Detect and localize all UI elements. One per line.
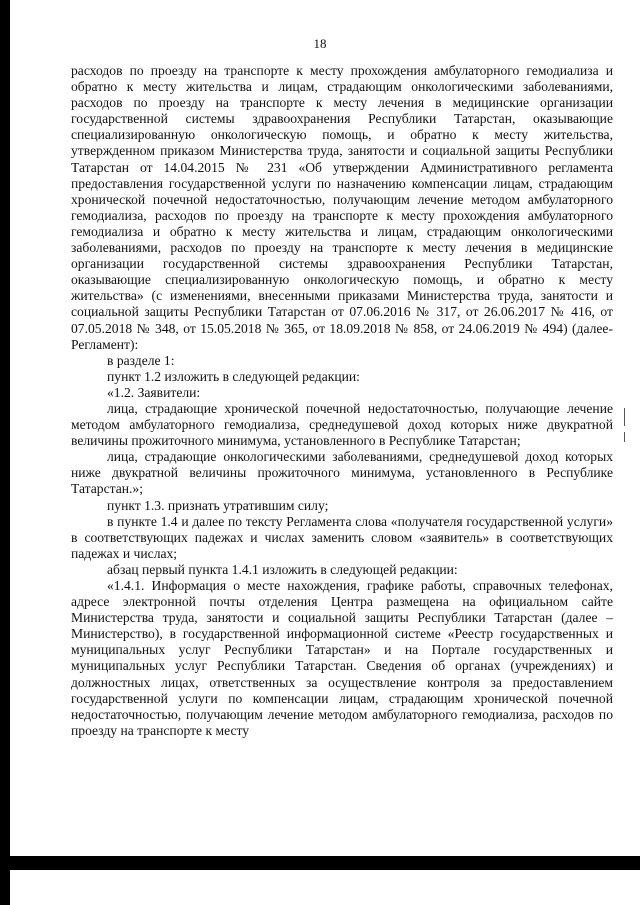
scan-bottom-border [0,856,640,870]
paragraph-5: лица, страдающие хронической почечной недостаточностью, получающие лечение методом амбулаторного гемодиализа, среднедушевой доход которых ниже двукратной величины прожиточного минимума, установленного в Республике Татарстан; [71,400,613,449]
paragraph-2: в разделе 1: [107,352,175,368]
scan-margin-mark [624,408,625,426]
paragraph-4: «1.2. Заявители: [107,384,201,400]
scan-margin-mark [624,432,625,442]
paragraph-6: лица, страдающие онкологическими заболеваниями, среднедушевой доход которых ниже двукратной величины прожиточного минимума, установленного в Республике Татарстан.»; [71,449,613,497]
paragraph-7: пункт 1.3. признать утратившим силу; [107,497,329,513]
scan-left-border [0,0,10,905]
paragraph-3: пункт 1.2 изложить в следующей редакции: [107,368,360,384]
paragraph-8: в пункте 1.4 и далее по тексту Регламента слова «получателя государственной услуги» в соответствующих падежах и числах заменить словом «заявитель» в соответствующих падежах и числах; [71,513,613,561]
page-number: 18 [313,36,327,51]
paragraph-9: абзац первый пункта 1.4.1 изложить в следующей редакции: [107,561,458,577]
paragraph-10: «1.4.1. Информация о месте нахождения, графике работы, справочных телефонах, адресе электронной почты отделения Центра размещена на официальном сайте Министерства труда, занятости и социальной защиты Республики Татарстан (далее – Министерство), в государственной информационной системе «Реестр государственных и муниципальных услуг Республики Татарстан» и на Портале государственных и муниципальных услуг Республики Татарстан. Сведения об органах (учреждениях) и должностных лицах, ответственных за осуществление контроля за предоставлением государственной услуги по компенсации лицам, страдающим хронической почечной недостаточностью, получающим лечение методом амбулаторного гемодиализа, расходов по проезду на транспорте к месту [71,578,613,738]
document-body [71,63,613,739]
paragraph-1: расходов по проезду на транспорте к месту прохождения амбулаторного гемодиализа и обратно к месту жительства и лицам, страдающим онкологическими заболеваниями, расходов по проезду на транспорте к месту лечения в медицинские организации государственной системы здравоохранения Республики Татарстан, оказывающие специализированную онкологическую помощь, и обратно к месту жительства, утвержденном приказом Министерства труда, занятости и социальной защиты Республики Татарстан от 14.04.2015 № 231 «Об утверждении Административного регламента предоставления государственной услуги по назначению компенсации лицам, страдающим хронической почечной недостаточностью, получающим лечение методом амбулаторного гемодиализа, расходов по проезду на транспорте к месту прохождения амбулаторного гемодиализа и обратно к месту жительства и лицам, страдающим онкологическими заболеваниями, расходов по проезду на транспорте к месту лечения в медицинские организации государственной системы здравоохранения Республики Татарстан, оказывающие специализированную онкологическую помощь, и обратно к месту жительства» (с изменениями, внесенными приказами Министерства труда, занятости и социальной защиты Республики Татарстан от 07.06.2016 № 317, от 26.06.2017 № 416, от 07.05.2018 № 348, от 15.05.2018 № 365, от 18.09.2018 № 858, от 24.06.2019 № 494) (далее-Регламент): [71,63,613,352]
